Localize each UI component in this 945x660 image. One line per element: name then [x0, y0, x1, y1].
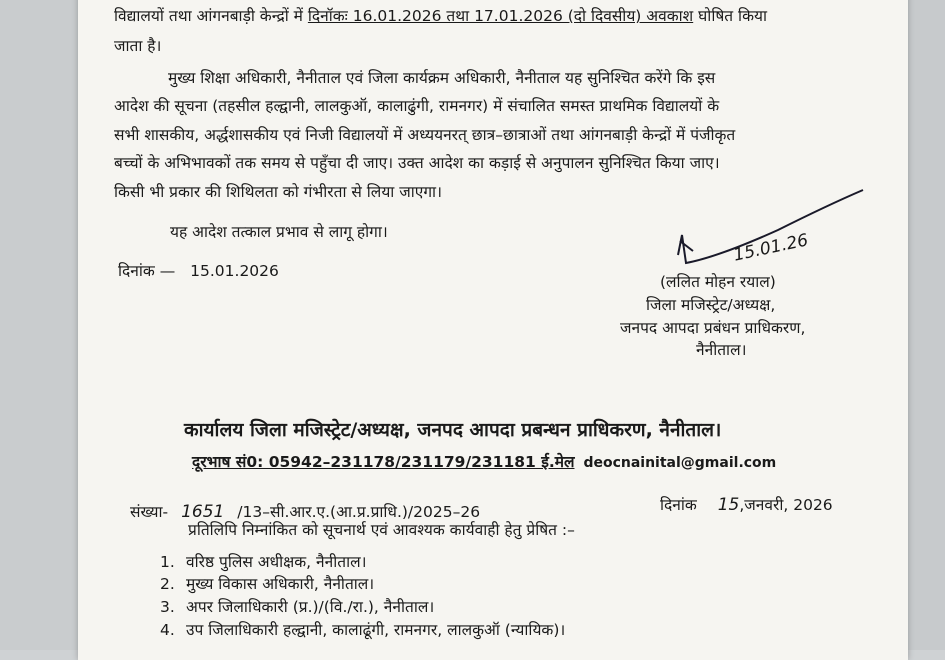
- signatory-location: नैनीताल।: [696, 341, 747, 359]
- copy-date-rest: ,जनवरी, 2026: [739, 496, 833, 514]
- order-line1-text: विद्यालयों तथा आंगनबाड़ी केन्द्रों में: [114, 7, 303, 25]
- para2-line2: आदेश की सूचना (तहसील हल्द्वानी, लालकुऑ, कालाढुंगी, रामनगर) में संचालित समस्त प्राथमिक विद्यालयों के: [114, 97, 720, 115]
- office-phone: दूरभाष सं0: 05942–231178/231179/231181 ई.मेल: [192, 453, 575, 471]
- list-item: [160, 574, 375, 594]
- copy-number: [130, 502, 480, 522]
- signatory-authority: जनपद आपदा प्रबंधन प्राधिकरण,: [620, 319, 806, 337]
- holiday-dates: दिनॉकः 16.01.2026 तथा 17.01.2026 (दो दिवसीय) अवकाश: [307, 7, 694, 25]
- signatory-name: (ललित मोहन रयाल): [660, 273, 776, 291]
- list-item: [160, 620, 566, 640]
- order-line2: जाता है।: [114, 37, 162, 55]
- signature-scribble: [658, 185, 898, 285]
- copy-number-handwritten: 1651: [181, 502, 225, 522]
- list-item: [160, 552, 367, 572]
- list-item-text: उप जिलाधिकारी हल्द्वानी, कालाढूंगी, रामनगर, लालकुऑ (न्यायिक)।: [186, 621, 566, 639]
- order-line1: [114, 6, 767, 26]
- background-left-edge: [0, 0, 78, 650]
- copy-date: [660, 495, 833, 515]
- list-item-number: 4.: [160, 621, 175, 639]
- list-item-text: अपर जिलाधिकारी (प्र.)/(वि./रा.), नैनीताल।: [186, 598, 435, 616]
- list-item-text: वरिष्ठ पुलिस अधीक्षक, नैनीताल।: [186, 553, 367, 571]
- background-right-edge: [908, 0, 945, 650]
- copy-intro: प्रतिलिपि निम्नांकित को सूचनार्थ एवं आवश्यक कार्यवाही हेतु प्रेषित :–: [188, 521, 575, 539]
- order-date-label: दिनांक —: [118, 262, 176, 280]
- list-item-text: मुख्य विकास अधिकारी, नैनीताल।: [186, 575, 375, 593]
- order-date-value: 15.01.2026: [190, 262, 279, 280]
- office-contact: [192, 452, 776, 473]
- para2-line3: सभी शासकीय, अर्द्धशासकीय एवं निजी विद्यालयों में अध्ययनरत् छात्र–छात्राओं तथा आंगनबाड़ी केन्द्रों में पंजीकृत: [114, 126, 736, 144]
- list-item-number: 3.: [160, 598, 175, 616]
- para2-line1: मुख्य शिक्षा अधिकारी, नैनीताल एवं जिला कार्यक्रम अधिकारी, नैनीताल यह सुनिश्चित करेंगे कि इस: [168, 69, 716, 87]
- office-heading: कार्यालय जिला मजिस्ट्रेट/अध्यक्ष, जनपद आपदा प्रबन्धन प्राधिकरण, नैनीताल।: [184, 419, 722, 441]
- para2-line5: किसी भी प्रकार की शिथिलता को गंभीरता से लिया जाएगा।: [114, 183, 442, 201]
- copy-number-label: संख्या-: [130, 503, 169, 521]
- copy-date-handwritten: 15: [717, 495, 740, 515]
- office-email: deocnainital@gmail.com: [583, 455, 777, 471]
- list-item: [160, 597, 435, 617]
- handwritten-signature-date: 15.01.26: [731, 230, 810, 266]
- document-page: [78, 0, 908, 660]
- order-date: [118, 261, 279, 281]
- copy-date-label: दिनांक: [660, 496, 697, 514]
- order-line1-end: घोषित किया: [698, 7, 767, 25]
- signatory-designation: जिला मजिस्ट्रेट/अध्यक्ष,: [646, 296, 776, 314]
- list-item-number: 1.: [160, 553, 175, 571]
- effect-statement: यह आदेश तत्काल प्रभाव से लागू होगा।: [170, 223, 388, 241]
- list-item-number: 2.: [160, 575, 175, 593]
- para2-line4: बच्चों के अभिभावकों तक समय से पहुँचा दी जाए। उक्त आदेश का कड़ाई से अनुपालन सुनिश्चित किया जाए।: [114, 154, 720, 172]
- copy-number-reference: /13–सी.आर.ए.(आ.प्र.प्राधि.)/2025–26: [237, 503, 481, 521]
